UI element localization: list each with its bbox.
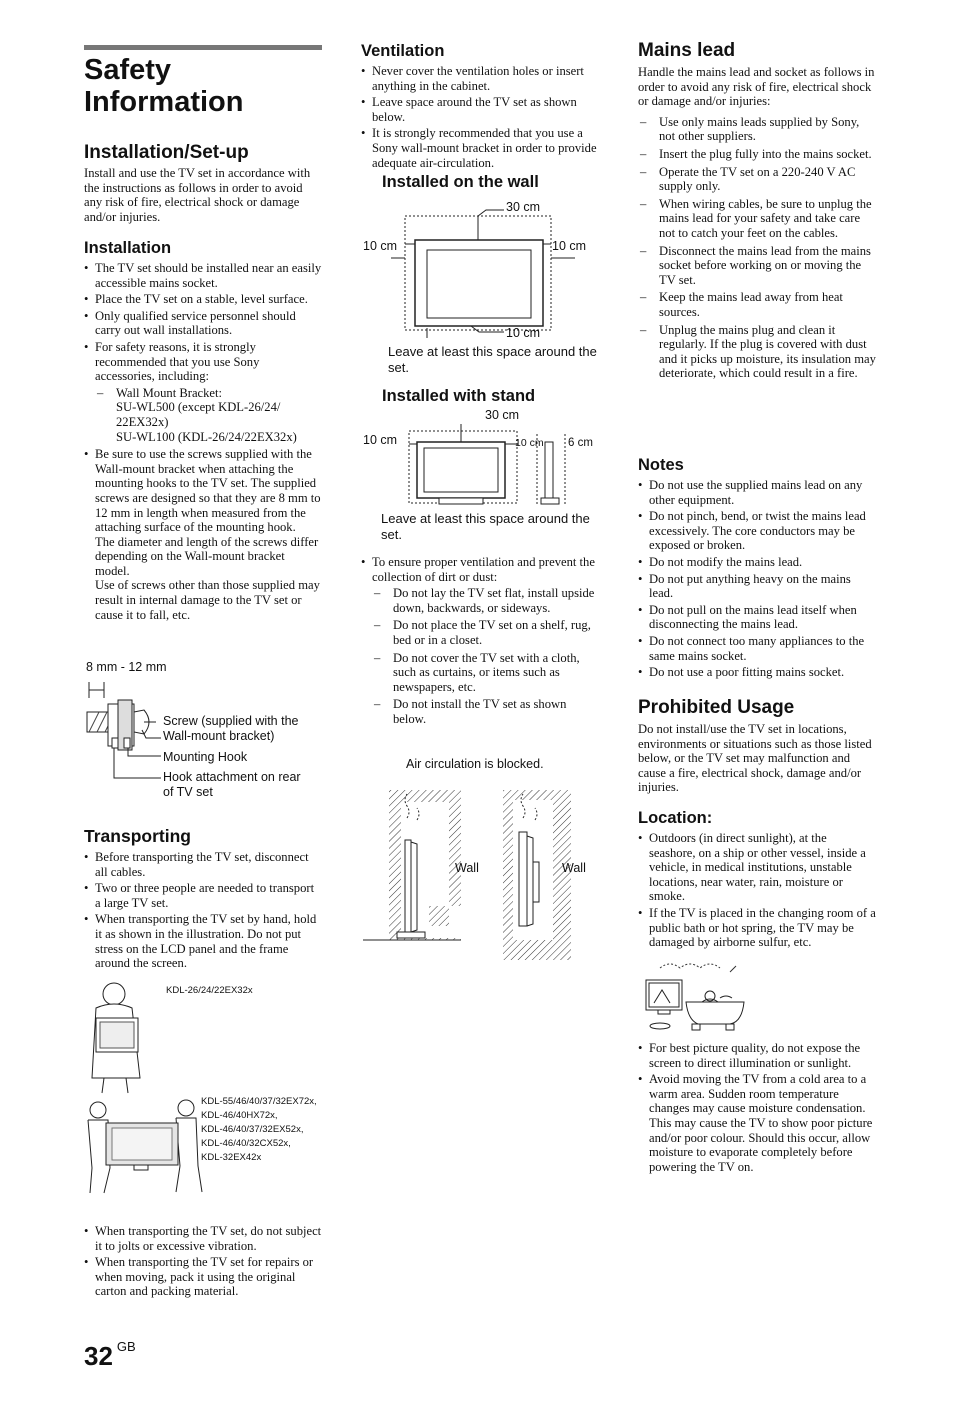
ventilation-list-2-block <box>361 555 601 730</box>
model-line: KDL-46/40HX72x, <box>201 1110 278 1121</box>
sub-list-item: – Do not install the TV set as shown below. <box>372 697 601 726</box>
screw-paragraph: Use of screws other than those supplied may result in internal damage to the TV set or cause it to fall, etc. <box>95 578 320 622</box>
screw-paragraph: The diameter and length of the screws differ depending on the Wall-mount bracket model. <box>95 534 319 578</box>
list-item <box>84 447 322 622</box>
notes-list <box>638 478 876 680</box>
page-title-line1: Safety <box>84 54 172 86</box>
list-item: – Unplug the mains plug and clean it regularly. If the plug is covered with dust and it picks up moisture, its insulation may deteriorate, which could result in a fire. <box>638 323 876 381</box>
installation-setup-heading: Installation/Set-up <box>84 142 249 163</box>
wall-bottom-clearance: 10 cm <box>506 326 541 340</box>
sub-list-item <box>95 386 322 444</box>
title-rule <box>84 45 322 50</box>
location-section <box>638 808 876 952</box>
stand-diagram-caption: Leave at least this space around the set. <box>381 511 590 542</box>
transporting-list-2 <box>84 1224 322 1299</box>
model-line: KDL-46/40/32CX52x, <box>201 1138 291 1149</box>
model-large-label <box>201 1095 317 1165</box>
page-title <box>84 54 244 118</box>
location-list-2 <box>638 1041 876 1174</box>
blocked-air-diagram <box>361 756 601 966</box>
location-section-2 <box>638 1041 876 1176</box>
installation-list <box>84 261 322 622</box>
wall-diagram-heading: Installed on the wall <box>382 173 539 191</box>
bracket-sublist <box>95 386 322 444</box>
model-line: KDL-46/40/37/32EX52x, <box>201 1124 304 1135</box>
transporting-notes <box>84 1224 322 1301</box>
wall-label-left: Wall <box>455 861 479 875</box>
list-item: – Insert the plug fully into the mains socket. <box>638 147 876 162</box>
stand-clearance-illustration <box>361 386 601 516</box>
mains-lead-list <box>638 115 876 381</box>
list-item <box>84 340 322 444</box>
list-item: • Do not connect too many appliances to the same mains socket. <box>638 634 876 663</box>
wall-diagram-caption: Leave at least this space around the set. <box>388 344 597 375</box>
page-region-code: GB <box>116 1339 136 1355</box>
list-item: • Do not use the supplied mains lead on any other equipment. <box>638 478 876 507</box>
hook-attachment-label: Hook attachment on rear of TV set <box>163 770 301 799</box>
people-carrying-tv-illustration <box>84 978 324 1198</box>
list-item: • Do not pull on the mains lead itself when disconnecting the mains lead. <box>638 603 876 632</box>
mains-lead-section <box>638 40 876 384</box>
ventilation-sublist <box>372 586 601 726</box>
list-item: • When transporting the TV set for repairs or when moving, pack it using the original carton and packing material. <box>84 1255 322 1299</box>
wall-label-right: Wall <box>562 861 586 875</box>
model-line: KDL-55/46/40/37/32EX72x, <box>201 1096 317 1107</box>
stand-right-clearance: 10 cm <box>515 437 544 449</box>
list-item: • Do not modify the mains lead. <box>638 555 876 570</box>
list-item: • If the TV is placed in the changing room of a public bath or hot spring, the TV may be damaged by airborne sulfur, etc. <box>638 906 876 950</box>
wall-clearance-diagram <box>361 172 601 382</box>
bracket-line: SU-WL500 (except KDL-26/24/ 22EX32x) <box>116 400 281 429</box>
list-item: • Never cover the ventilation holes or insert anything in the cabinet. <box>361 64 601 93</box>
bathroom-tv-illustration <box>640 958 750 1033</box>
wall-right-clearance: 10 cm <box>552 239 587 253</box>
location-heading: Location: <box>638 809 713 827</box>
list-item: • When transporting the TV set by hand, hold it as shown in the illustration. Do not put stress on the LCD panel and the frame around the screen. <box>84 912 322 970</box>
installation-setup-section <box>84 142 322 224</box>
list-item-text: For safety reasons, it is strongly recommended that you use Sony accessories, including: <box>95 339 260 384</box>
stand-clearance-diagram <box>361 386 601 546</box>
prohibited-usage-section <box>638 697 876 795</box>
installation-section <box>84 238 322 624</box>
sub-list-item: – Do not place the TV set on a shelf, rug, bed or in a closet. <box>372 618 601 647</box>
list-item <box>361 555 601 727</box>
list-item: • Avoid moving the TV from a cold area to a warm area. Sudden room temperature changes may cause moisture condensation. This may cause the TV to show poor picture and/or poor colour. Should this occur, allow moisture to evaporate completely before powering the TV on. <box>638 1072 876 1174</box>
location-list <box>638 831 876 950</box>
list-item: – Use only mains leads supplied by Sony, not other suppliers. <box>638 115 876 144</box>
stand-diagram-heading: Installed with stand <box>382 387 536 405</box>
list-item: • Only qualified service personnel should carry out wall installations. <box>84 309 322 338</box>
ventilation-section <box>361 41 601 172</box>
wall-left-clearance: 10 cm <box>363 239 398 253</box>
installation-heading: Installation <box>84 239 172 257</box>
transporting-heading: Transporting <box>84 826 191 846</box>
page-number-value: 32 <box>84 1341 113 1371</box>
ventilation-list-2 <box>361 555 601 727</box>
hook-label: Mounting Hook <box>163 750 248 764</box>
list-item: • Two or three people are needed to transport a large TV set. <box>84 881 322 910</box>
model-small-label: KDL-26/24/22EX32x <box>166 985 253 996</box>
page-number <box>84 1341 136 1372</box>
list-item: – Operate the TV set on a 220-240 V AC supply only. <box>638 165 876 194</box>
transporting-section <box>84 825 322 973</box>
installation-setup-intro: Install and use the TV set in accordance with the instructions as follows in order to avoid any risk of fire, electrical shock or damage and/or injuries. <box>84 166 311 224</box>
screw-paragraph: Be sure to use the screws supplied with the Wall-mount bracket when attaching the mounting hooks to the TV set. The supplied screws are designed so that they are 8 mm to 12 mm in length when measured from the attaching surface of the mounting hook. <box>95 447 321 535</box>
list-item: • Place the TV set on a stable, level surface. <box>84 292 322 307</box>
screw-diagram <box>84 660 322 810</box>
list-item: • Leave space around the TV set as shown below. <box>361 95 601 124</box>
screw-label: Screw (supplied with the Wall-mount bracket) <box>163 714 299 743</box>
air-blocked-caption: Air circulation is blocked. <box>406 757 544 771</box>
list-item: – Keep the mains lead away from heat sources. <box>638 290 876 319</box>
model-line: KDL-32EX42x <box>201 1152 262 1163</box>
mains-lead-heading: Mains lead <box>638 40 736 61</box>
wall-clearance-illustration <box>361 172 601 342</box>
page-title-line2: Information <box>84 86 244 118</box>
list-item-text: To ensure proper ventilation and prevent the collection of dirt or dust: <box>372 555 595 584</box>
bracket-line: SU-WL100 (KDL-26/24/22EX32x) <box>116 429 297 444</box>
sub-list-item: – Do not cover the TV set with a cloth, such as curtains, or items such as newspapers, etc. <box>372 651 601 695</box>
ventilation-list <box>361 64 601 170</box>
list-item: – Disconnect the mains lead from the mains socket before working on or moving the TV set. <box>638 244 876 288</box>
notes-section <box>638 455 876 682</box>
list-item: • When transporting the TV set, do not subject it to jolts or excessive vibration. <box>84 1224 322 1253</box>
list-item: • Before transporting the TV set, disconnect all cables. <box>84 850 322 879</box>
wall-top-clearance: 30 cm <box>506 200 541 214</box>
list-item: • It is strongly recommended that you use a Sony wall-mount bracket in order to provide adequate air-circulation. <box>361 126 601 170</box>
notes-heading: Notes <box>638 456 684 474</box>
list-item: • For best picture quality, do not expose the screen to direct illumination or sunlight. <box>638 1041 876 1070</box>
transporting-list <box>84 850 322 971</box>
bathroom-illustration-block <box>638 958 876 1033</box>
stand-side-clearance: 6 cm <box>568 437 593 449</box>
bracket-line: Wall Mount Bracket: <box>116 385 223 400</box>
prohibited-usage-intro: Do not install/use the TV set in locations, environments or situations such as those listed below, or the TV set may malfunction and cause a fire, electrical shock, damage and/or injuries. <box>638 722 872 795</box>
stand-top-clearance: 30 cm <box>485 408 520 422</box>
transport-illustration <box>84 978 322 1198</box>
screw-dimension-label: 8 mm - 12 mm <box>86 660 167 674</box>
stand-left-clearance: 10 cm <box>363 433 398 447</box>
list-item: • Outdoors (in direct sunlight), at the seashore, on a ship or other vessel, inside a vehicle, in medical institutions, unstable locations, near water, rain, moisture or smoke. <box>638 831 876 904</box>
list-item: – When wiring cables, be sure to unplug the mains lead for your safety and take care not to catch your feet on the cables. <box>638 197 876 241</box>
ventilation-heading: Ventilation <box>361 42 445 60</box>
list-item: • The TV set should be installed near an easily accessible mains socket. <box>84 261 322 290</box>
list-item: • Do not use a poor fitting mains socket. <box>638 665 876 680</box>
list-item: • Do not pinch, bend, or twist the mains lead excessively. The core conductors may be exposed or broken. <box>638 509 876 553</box>
list-item: • Do not put anything heavy on the mains lead. <box>638 572 876 601</box>
sub-list-item: – Do not lay the TV set flat, install upside down, backwards, or sideways. <box>372 586 601 615</box>
mains-lead-intro: Handle the mains lead and socket as follows in order to avoid any risk of fire, electrical shock or damage and/or injuries: <box>638 65 875 109</box>
prohibited-usage-heading: Prohibited Usage <box>638 697 795 718</box>
